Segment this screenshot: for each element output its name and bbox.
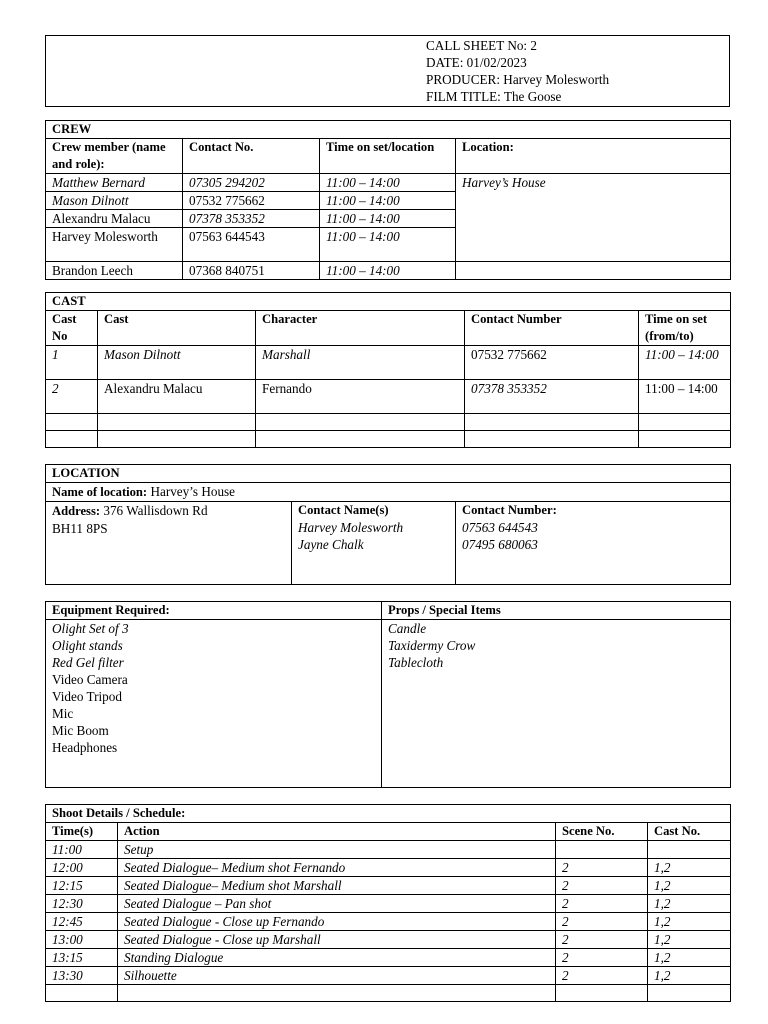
equipment-title: Equipment Required: <box>46 602 382 620</box>
cast-name: Mason Dilnott <box>98 346 256 380</box>
crew-name: Brandon Leech <box>46 262 183 280</box>
schedule-scene <box>556 841 648 859</box>
crew-name: Mason Dilnott <box>46 192 183 210</box>
schedule-action: Seated Dialogue – Pan shot <box>118 895 556 913</box>
call-sheet-date: DATE: 01/02/2023 <box>426 55 527 70</box>
cast-time: 11:00 – 14:00 <box>639 346 731 380</box>
cast-no: 1 <box>46 346 98 380</box>
producer: PRODUCER: Harvey Molesworth <box>426 72 610 87</box>
cast-col-character: Character <box>256 311 465 346</box>
schedule-cast: 1,2 <box>648 859 731 877</box>
contact-number-2: 07495 680063 <box>462 537 538 552</box>
table-row <box>46 985 731 1002</box>
table-row <box>46 380 731 414</box>
list-item: Taxidermy Crow <box>388 638 476 653</box>
table-row <box>46 174 731 192</box>
table-row <box>46 859 731 877</box>
schedule-cast <box>648 841 731 859</box>
schedule-scene: 2 <box>556 949 648 967</box>
cast-character: Marshall <box>256 346 465 380</box>
schedule-col-scene: Scene No. <box>556 823 648 841</box>
schedule-cast: 1,2 <box>648 895 731 913</box>
film-title: FILM TITLE: The Goose <box>426 89 562 104</box>
crew-title: CREW <box>46 121 731 139</box>
location-contact-numbers <box>456 502 731 585</box>
cast-col-no: Cast No <box>46 311 98 346</box>
address-line2: BH11 8PS <box>52 521 108 536</box>
table-row <box>46 967 731 985</box>
table-row <box>46 841 731 859</box>
address-label: Address: <box>52 504 101 518</box>
crew-col-time: Time on set/location <box>320 139 456 174</box>
schedule-time: 12:15 <box>46 877 118 895</box>
schedule-scene: 2 <box>556 967 648 985</box>
cast-col-time: Time on set (from/to) <box>639 311 731 346</box>
props-title: Props / Special Items <box>382 602 731 620</box>
schedule-action: Standing Dialogue <box>118 949 556 967</box>
call-sheet-header <box>45 35 730 107</box>
crew-time: 11:00 – 14:00 <box>320 262 456 280</box>
list-item: Olight Set of 3 <box>52 621 129 636</box>
schedule-title: Shoot Details / Schedule: <box>46 805 731 823</box>
cast-time: 11:00 – 14:00 <box>639 380 731 414</box>
schedule-cast: 1,2 <box>648 913 731 931</box>
crew-time: 11:00 – 14:00 <box>320 192 456 210</box>
schedule-action: Seated Dialogue - Close up Marshall <box>118 931 556 949</box>
table-row <box>46 431 731 448</box>
schedule-action: Seated Dialogue– Medium shot Marshall <box>118 877 556 895</box>
list-item: Candle <box>388 621 427 636</box>
contact-name-2: Jayne Chalk <box>298 537 364 552</box>
schedule-action: Setup <box>118 841 556 859</box>
list-item: Video Tripod <box>52 689 122 704</box>
list-item: Tablecloth <box>388 655 444 670</box>
crew-contact: 07563 644543 <box>183 228 320 262</box>
schedule-action: Seated Dialogue– Medium shot Fernando <box>118 859 556 877</box>
schedule-scene: 2 <box>556 931 648 949</box>
contact-number-1: 07563 644543 <box>462 520 538 535</box>
table-row <box>46 931 731 949</box>
crew-name: Matthew Bernard <box>46 174 183 192</box>
table-row <box>46 346 731 380</box>
schedule-scene: 2 <box>556 895 648 913</box>
table-row <box>46 913 731 931</box>
list-item: Video Camera <box>52 672 128 687</box>
crew-contact: 07305 294202 <box>183 174 320 192</box>
list-item: Mic <box>52 706 74 721</box>
schedule-cast: 1,2 <box>648 949 731 967</box>
contact-name-1: Harvey Molesworth <box>298 520 404 535</box>
location-title: LOCATION <box>46 465 731 483</box>
crew-name: Alexandru Malacu <box>46 210 183 228</box>
crew-time: 11:00 – 14:00 <box>320 174 456 192</box>
cast-col-contact: Contact Number <box>465 311 639 346</box>
crew-col-member: Crew member (name and role): <box>46 139 183 174</box>
header-info <box>46 36 730 107</box>
location-contact-names <box>292 502 456 585</box>
schedule-table <box>45 804 731 1002</box>
cast-name: Alexandru Malacu <box>98 380 256 414</box>
list-item: Mic Boom <box>52 723 109 738</box>
props-list <box>382 620 731 788</box>
schedule-time: 13:15 <box>46 949 118 967</box>
schedule-scene: 2 <box>556 859 648 877</box>
table-row <box>46 262 731 280</box>
location-table <box>45 464 731 585</box>
list-item: Headphones <box>52 740 118 755</box>
equipment-props-table <box>45 601 731 788</box>
crew-time: 11:00 – 14:00 <box>320 210 456 228</box>
equipment-list <box>46 620 382 788</box>
crew-col-contact: Contact No. <box>183 139 320 174</box>
schedule-cast: 1,2 <box>648 877 731 895</box>
crew-contact: 07532 775662 <box>183 192 320 210</box>
crew-col-location: Location: <box>456 139 731 174</box>
schedule-time: 12:00 <box>46 859 118 877</box>
table-row <box>46 895 731 913</box>
crew-location-empty <box>456 262 731 280</box>
table-row <box>46 877 731 895</box>
list-item: Red Gel filter <box>52 655 124 670</box>
schedule-cast: 1,2 <box>648 931 731 949</box>
schedule-time: 12:45 <box>46 913 118 931</box>
cast-title: CAST <box>46 293 731 311</box>
cast-no: 2 <box>46 380 98 414</box>
schedule-col-action: Action <box>118 823 556 841</box>
crew-name: Harvey Molesworth <box>46 228 183 262</box>
location-address <box>46 502 292 585</box>
call-sheet-number: CALL SHEET No: 2 <box>426 38 537 53</box>
cast-character: Fernando <box>256 380 465 414</box>
schedule-scene: 2 <box>556 877 648 895</box>
address-line1: 376 Wallisdown Rd <box>103 503 208 518</box>
schedule-time: 12:30 <box>46 895 118 913</box>
schedule-action: Seated Dialogue - Close up Fernando <box>118 913 556 931</box>
location-name-label: Name of location: <box>52 485 148 499</box>
schedule-col-cast: Cast No. <box>648 823 731 841</box>
cast-table <box>45 292 731 448</box>
list-item: Olight stands <box>52 638 123 653</box>
crew-location-value: Harvey’s House <box>456 174 731 262</box>
crew-table <box>45 120 731 280</box>
schedule-cast: 1,2 <box>648 967 731 985</box>
crew-time: 11:00 – 14:00 <box>320 228 456 262</box>
schedule-col-time: Time(s) <box>46 823 118 841</box>
schedule-time: 13:30 <box>46 967 118 985</box>
crew-contact: 07368 840751 <box>183 262 320 280</box>
schedule-time: 11:00 <box>46 841 118 859</box>
table-row <box>46 949 731 967</box>
schedule-action: Silhouette <box>118 967 556 985</box>
contact-number-label: Contact Number: <box>462 503 557 517</box>
schedule-time: 13:00 <box>46 931 118 949</box>
cast-col-cast: Cast <box>98 311 256 346</box>
location-name-value: Harvey’s House <box>150 484 236 499</box>
cast-contact: 07378 353352 <box>465 380 639 414</box>
schedule-scene: 2 <box>556 913 648 931</box>
table-row <box>46 414 731 431</box>
contact-names-label: Contact Name(s) <box>298 503 389 517</box>
location-name <box>46 483 731 502</box>
crew-contact: 07378 353352 <box>183 210 320 228</box>
cast-contact: 07532 775662 <box>465 346 639 380</box>
